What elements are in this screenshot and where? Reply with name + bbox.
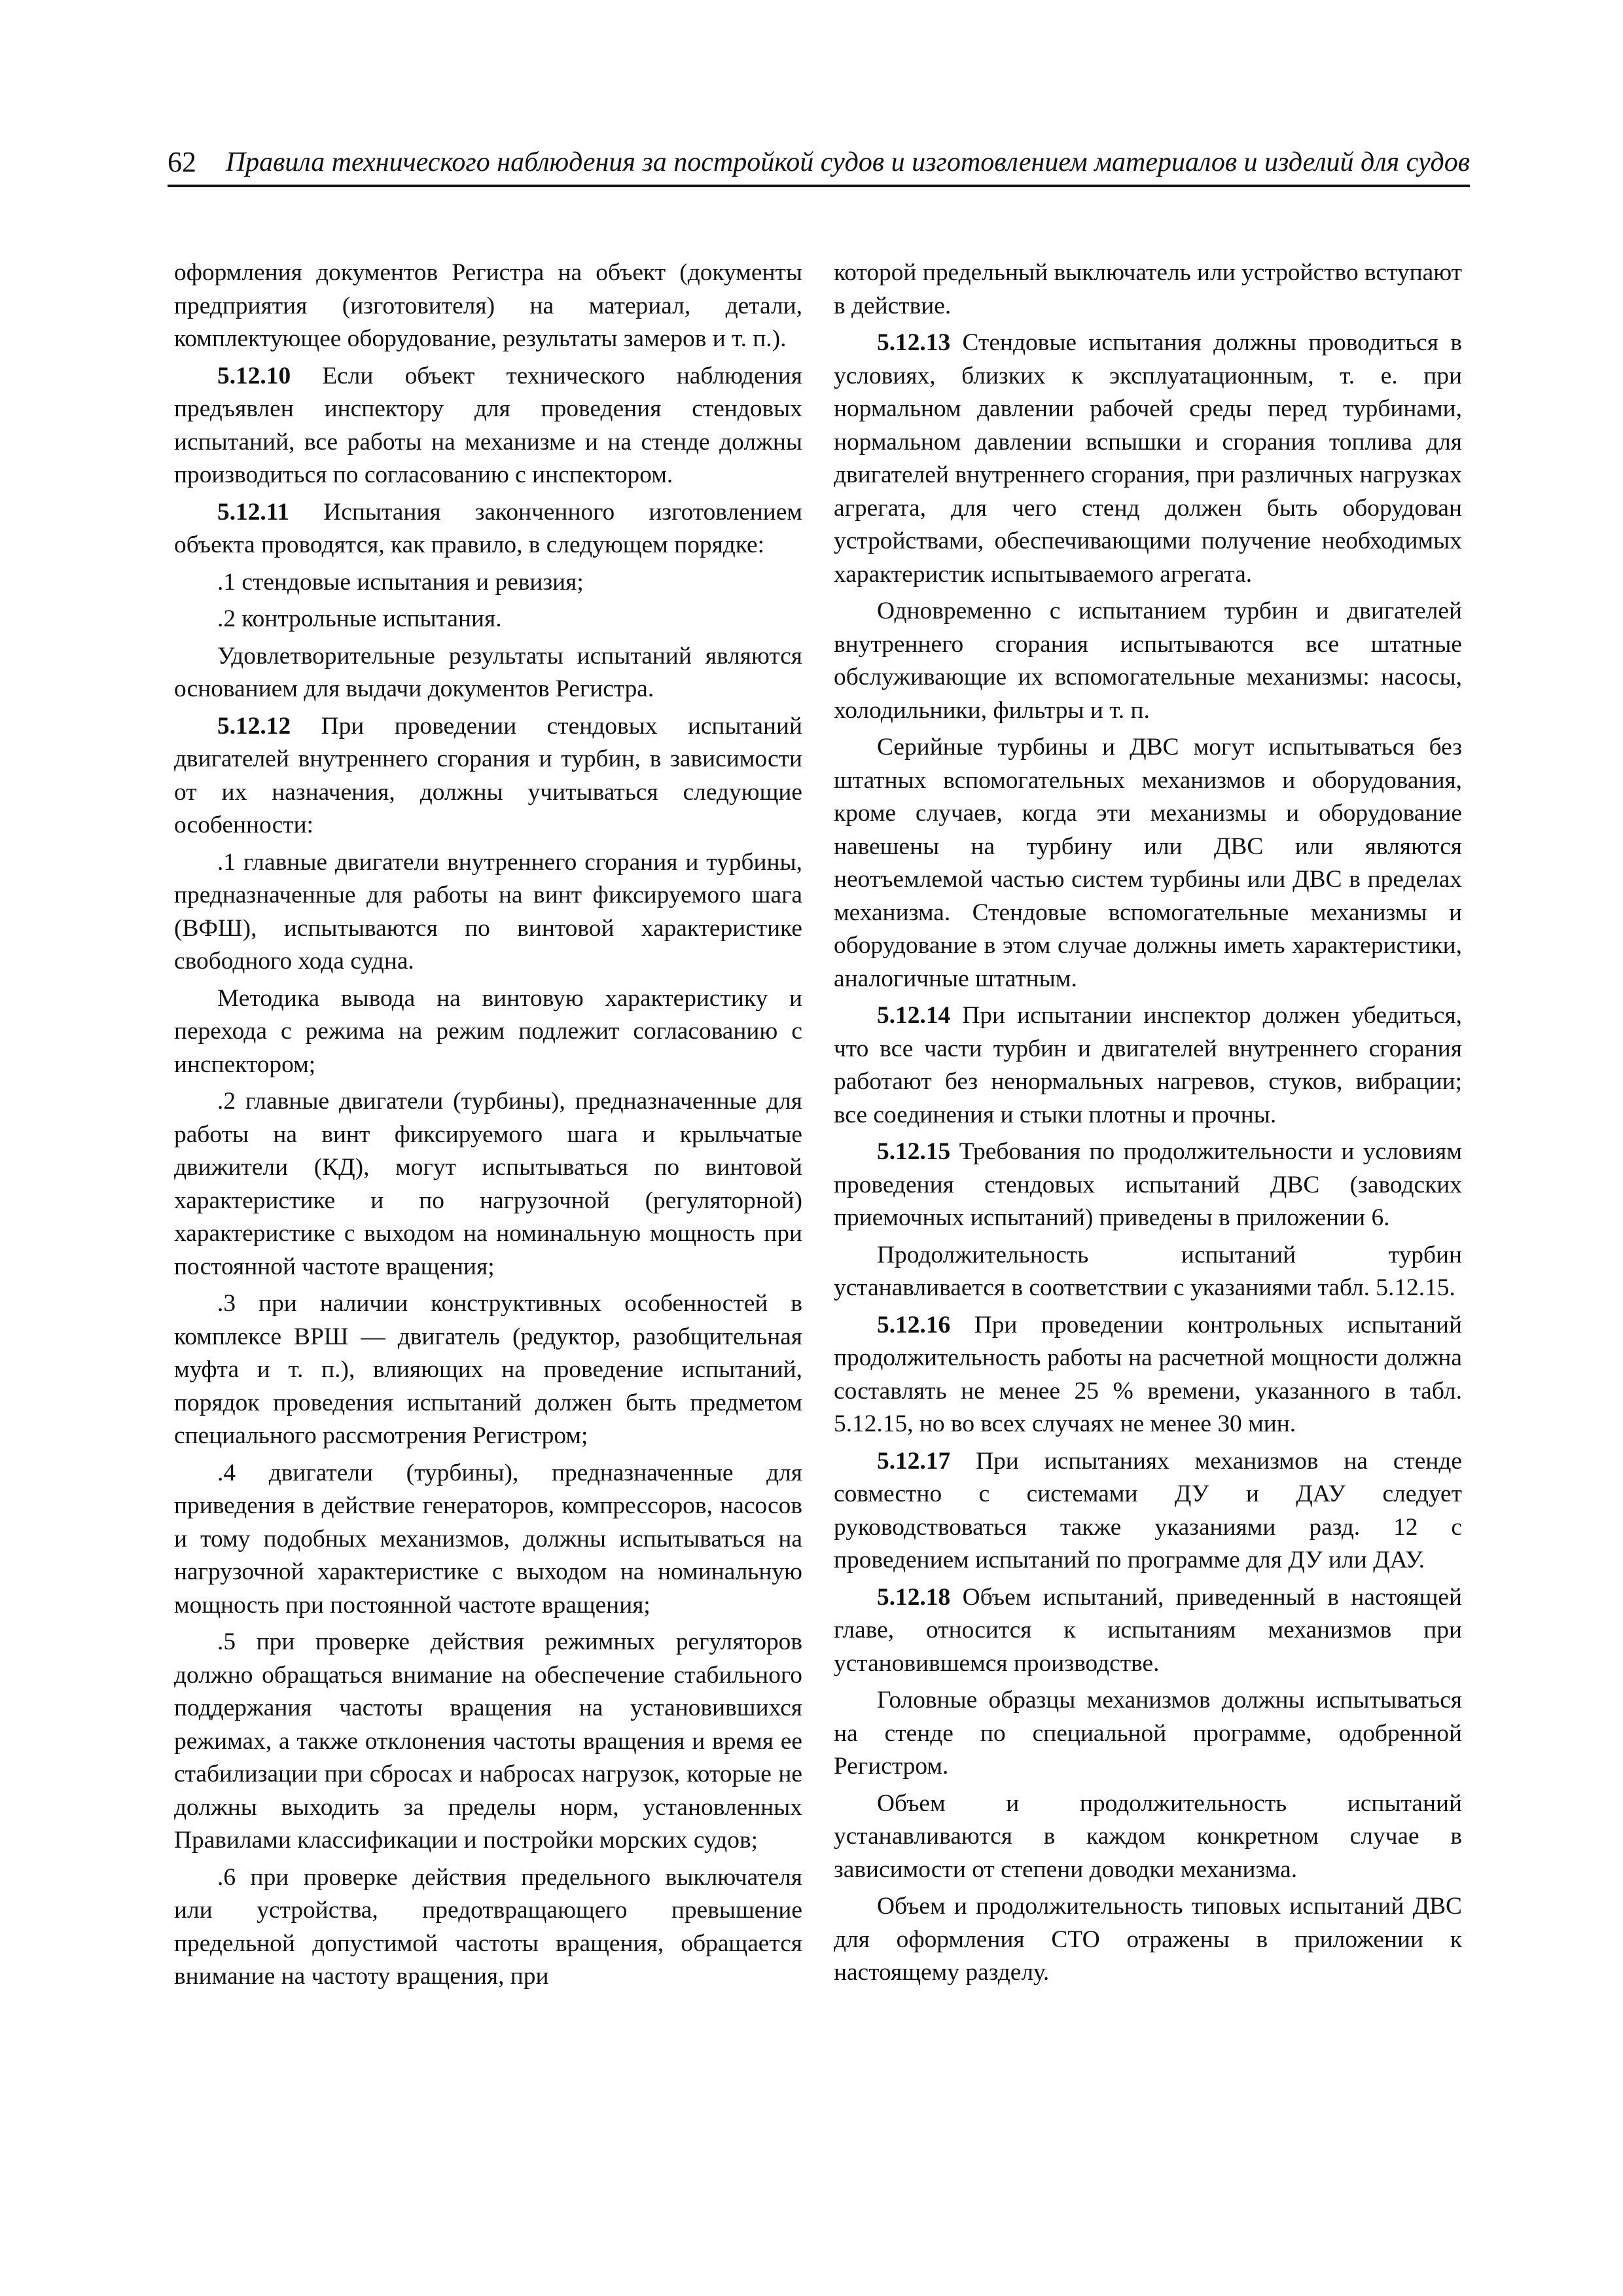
paragraph-text: Головные образцы механизмов должны испытываться на стенде по специальной программе, одобренной Регистром. <box>834 1687 1462 1780</box>
paragraph <box>834 327 1462 591</box>
paragraph-text: .2 контрольные испытания. <box>217 605 502 632</box>
page-header <box>168 145 1470 185</box>
paragraph-text: При проведении контрольных испытаний продолжительность работы на расчетной мощности должна составлять не менее 25 % времени, указанного в табл. 5.12.15, но во всех случаях не менее 30 мин. <box>834 1311 1462 1437</box>
paragraph-text: Методика вывода на винтовую характеристику и перехода с режима на режим подлежит согласованию с инспектором; <box>174 984 802 1078</box>
left-column <box>174 257 802 1998</box>
paragraph-text: .6 при проверке действия предельного выключателя или устройства, предотвращающего превышение предельной допустимой частоты вращения, обращается внимание на частоту вращения, при <box>174 1863 802 1990</box>
paragraph <box>174 1861 802 1994</box>
section-number: 5.12.10 <box>217 362 291 389</box>
running-title: Правила технического наблюдения за постройкой судов и изготовлением материалов и изделий для судов <box>225 147 1470 177</box>
section-number: 5.12.11 <box>217 498 290 526</box>
paragraph <box>174 603 802 636</box>
paragraph-text: .4 двигатели (турбины), предназначенные для приведения в действие генераторов, компрессоров, насосов и тому подобных механизмов, должны испытываться на нагрузочной характеристике с выходом на номинальную мощность при постоянной частоте вращения; <box>174 1459 802 1619</box>
paragraph-text: Объем и продолжительность типовых испытаний ДВС для оформления СТО отражены в приложении к настоящему разделу. <box>834 1893 1462 1986</box>
paragraph-text: которой предельный выключатель или устройство вступают в действие. <box>834 259 1462 319</box>
paragraph-text: .3 при наличии конструктивных особенностей в комплексе ВРШ — двигатель (редуктор, разобщительная муфта и т. п.), влияющих на проведение испытаний, порядок проведения испытаний должен быть предметом специального рассмотрения Регистром; <box>174 1290 802 1449</box>
paragraph <box>174 257 802 356</box>
paragraph-text: Объем испытаний, приведенный в настоящей главе, относится к испытаниям механизмов при установившемся производстве. <box>834 1583 1462 1677</box>
paragraph <box>174 1457 802 1623</box>
paragraph <box>834 1890 1462 1990</box>
paragraph <box>834 595 1462 727</box>
paragraph <box>834 1787 1462 1887</box>
paragraph <box>174 360 802 492</box>
paragraph <box>834 731 1462 996</box>
paragraph <box>834 257 1462 323</box>
paragraph <box>174 566 802 600</box>
paragraph-text: Стендовые испытания должны проводиться в условиях, близких к эксплуатационным, т. е. при нормальном давлении рабочей среды перед турбинами, нормальном давлении вспышки и сгорания топлива для двигателей внутреннего сгорания, при различных нагрузках агрегата, для чего стенд должен быть оборудован устройствами, обеспечивающими получение необходимых характеристик испытываемого агрегата. <box>834 329 1462 588</box>
paragraph <box>834 999 1462 1132</box>
paragraph-text: .1 главные двигатели внутреннего сгорания и турбины, предназначенные для работы на винт фиксируемого шага (ВФШ), испытываются по винтовой характеристике свободного хода судна. <box>174 848 802 975</box>
paragraph-text: Объем и продолжительность испытаний устанавливаются в каждом конкретном случае в зависимости от степени доводки механизма. <box>834 1789 1462 1883</box>
paragraph <box>834 1581 1462 1681</box>
paragraph <box>834 1684 1462 1784</box>
paragraph-text: Если объект технического наблюдения предъявлен инспектору для проведения стендовых испытаний, все работы на механизме и на стенде должны производиться по согласованию с инспектором. <box>174 362 802 488</box>
paragraph-text: .5 при проверке действия режимных регуляторов должно обращаться внимание на обеспечение стабильного поддержания частоты вращения на установившихся режимах, а также отклонения частоты вращения и время ее стабилизации при сбросах и набросах нагрузок, которые не должны выходить за пределы норм, установленных Правилами классификации и постройки морских судов; <box>174 1628 802 1854</box>
paragraph <box>174 1287 802 1453</box>
paragraph-text: Серийные турбины и ДВС могут испытываться без штатных вспомогательных механизмов и оборудования, кроме случаев, когда эти механизмы и оборудование навешены на турбину или ДВС или являются неотъемлемой частью систем турбины или ДВС в пределах механизма. Стендовые вспомогательные механизмы и оборудование в этом случае должны иметь характеристики, аналогичные штатным. <box>834 734 1462 992</box>
header-divider <box>168 185 1470 187</box>
paragraph-text: При испытаниях механизмов на стенде совместно с системами ДУ и ДАУ следует руководствоваться также указаниями разд. 12 с проведением испытаний по программе для ДУ или ДАУ. <box>834 1447 1462 1573</box>
paragraph <box>174 640 802 706</box>
paragraph-text: Удовлетворительные результаты испытаний являются основанием для выдачи документов Регистра. <box>174 642 802 702</box>
paragraph <box>174 496 802 562</box>
section-number: 5.12.12 <box>217 712 291 740</box>
paragraph-text: При проведении стендовых испытаний двигателей внутреннего сгорания и турбин, в зависимости от их назначения, должны учитываться следующие особенности: <box>174 712 802 838</box>
section-number: 5.12.14 <box>877 1002 951 1029</box>
paragraph <box>174 710 802 842</box>
paragraph-text: При испытании инспектор должен убедиться, что все части турбин и двигателей внутреннего сгорания работают без ненормальных нагревов, стуков, вибрации; все соединения и стыки плотны и прочны. <box>834 1002 1462 1128</box>
paragraph <box>834 1309 1462 1441</box>
paragraph <box>174 1626 802 1857</box>
section-number: 5.12.18 <box>877 1583 951 1611</box>
page-number: 62 <box>168 146 196 178</box>
paragraph-text: Продолжительность испытаний турбин устанавливается в соответствии с указаниями табл. 5.12.15. <box>834 1241 1462 1301</box>
paragraph <box>174 846 802 978</box>
paragraph-text: Требования по продолжительности и условиям проведения стендовых испытаний ДВС (заводских приемочных испытаний) приведены в приложении 6. <box>834 1138 1462 1231</box>
paragraph <box>174 982 802 1082</box>
paragraph <box>834 1239 1462 1305</box>
right-column <box>834 257 1462 1994</box>
section-number: 5.12.17 <box>877 1447 951 1475</box>
paragraph <box>174 1085 802 1283</box>
section-number: 5.12.13 <box>877 329 951 356</box>
paragraph-text: Испытания законченного изготовлением объекта проводятся, как правило, в следующем порядке: <box>174 498 802 558</box>
paragraph <box>834 1136 1462 1235</box>
section-number: 5.12.15 <box>877 1138 951 1165</box>
paragraph-text: .2 главные двигатели (турбины), предназначенные для работы на винт фиксируемого шага и крыльчатые движители (КД), могут испытываться по винтовой характеристике и по нагрузочной (регуляторной) характеристике с выходом на номинальную мощность при постоянной частоте вращения; <box>174 1088 802 1280</box>
paragraph-text: Одновременно с испытанием турбин и двигателей внутреннего сгорания испытываются все штатные обслуживающие их вспомогательные механизмы: насосы, холодильники, фильтры и т. п. <box>834 598 1462 724</box>
paragraph <box>834 1445 1462 1577</box>
paragraph-text: .1 стендовые испытания и ревизия; <box>217 568 584 596</box>
section-number: 5.12.16 <box>877 1311 951 1338</box>
paragraph-text: оформления документов Регистра на объект (документы предприятия (изготовителя) на материал, детали, комплектующее оборудование, результаты замеров и т. п.). <box>174 259 802 352</box>
